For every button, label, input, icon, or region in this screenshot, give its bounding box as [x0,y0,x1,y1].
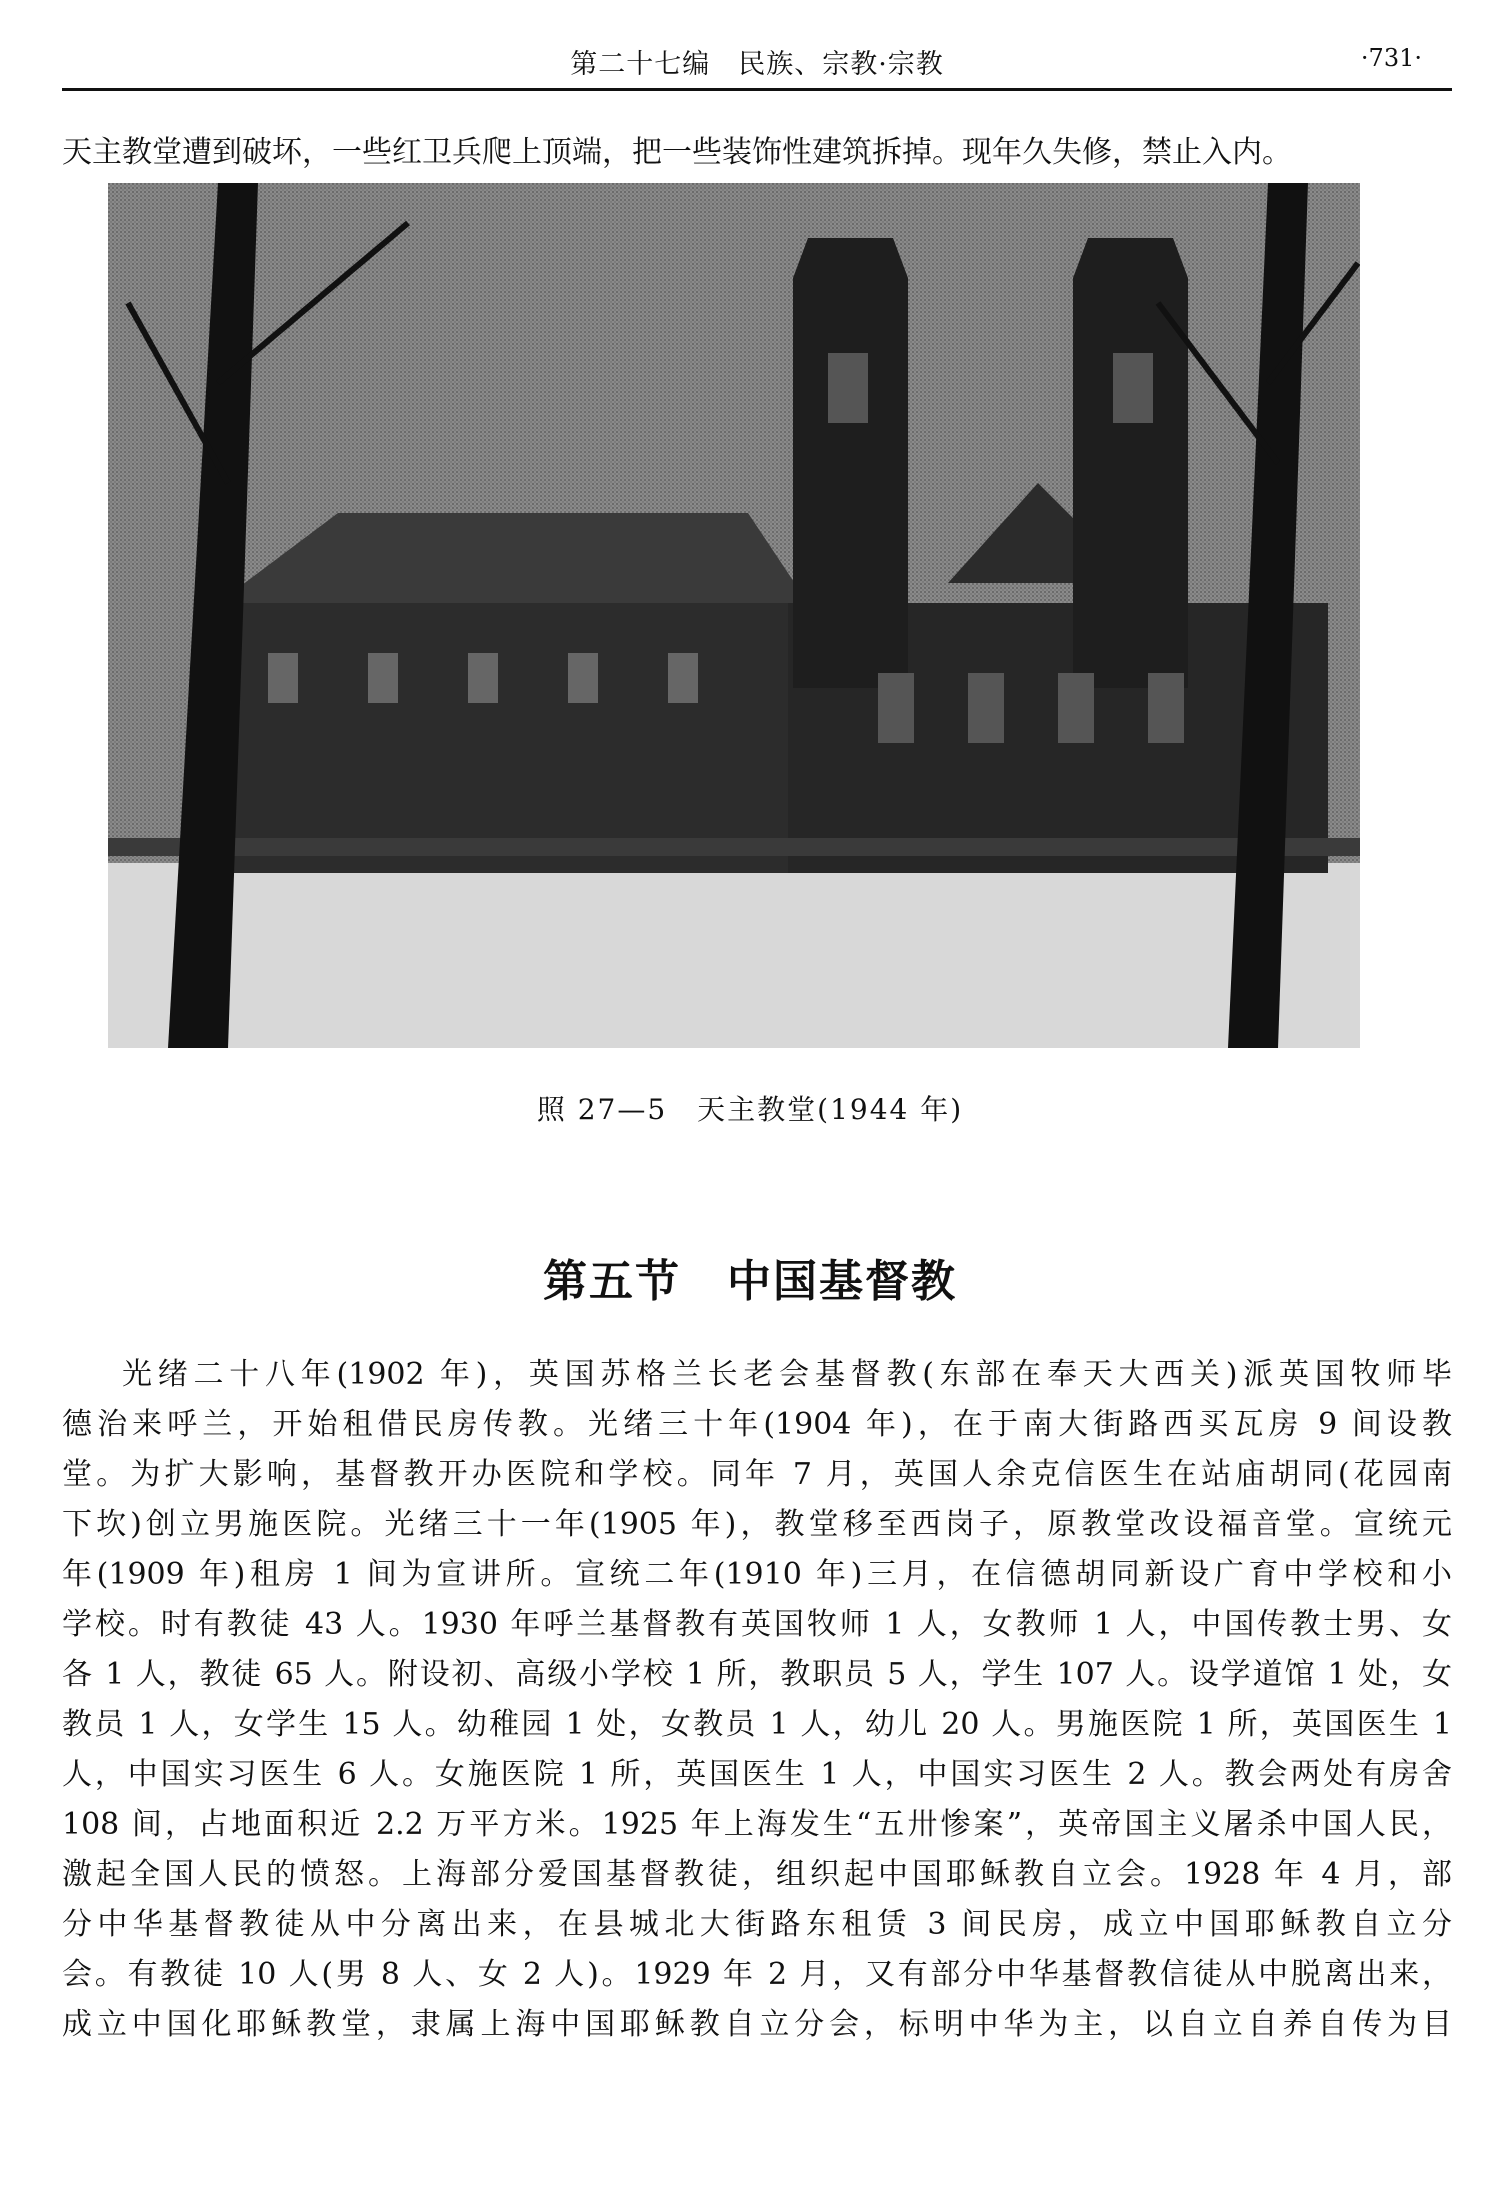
body-line: 分中华基督教徒从中分离出来，在县城北大街路东租赁 3 间民房，成立中国耶稣教自立分 [62,1907,1452,1942]
intro-line: 天主教堂遭到破坏，一些红卫兵爬上顶端，把一些装饰性建筑拆掉。现年久失修，禁止入内。 [62,135,1292,170]
header-rule [62,88,1452,91]
body-line: 下坎)创立男施医院。光绪三十一年(1905 年)，教堂移至西岗子，原教堂改设福音堂。宣统元 [62,1507,1452,1542]
body-line: 德治来呼兰，开始租借民房传教。光绪三十年(1904 年)，在于南大街路西买瓦房 9 间设教 [62,1407,1452,1442]
page-header [62,38,1452,88]
body-line: 人，中国实习医生 6 人。女施医院 1 所，英国医生 1 人，中国实习医生 2 人。教会两处有房舍 [62,1757,1452,1792]
photo-caption: 照 27—5 天主教堂(1944 年) [536,1093,964,1126]
running-title: 第二十七编 民族、宗教·宗教 [570,49,944,80]
church-photo-illustration [108,183,1360,1048]
church-photo [108,183,1360,1048]
body-line: 会。有教徒 10 人(男 8 人、女 2 人)。1929 年 2 月，又有部分中华基督教信徒从中脱离出来， [62,1957,1452,1992]
body-line: 光绪二十八年(1902 年)，英国苏格兰长老会基督教(东部在奉天大西关)派英国牧师毕 [122,1357,1452,1392]
body-line: 教员 1 人，女学生 15 人。幼稚园 1 处，女教员 1 人，幼儿 20 人。男施医院 1 所，英国医生 1 [62,1707,1452,1742]
body-line: 堂。为扩大影响，基督教开办医院和学校。同年 7 月，英国人余克信医生在站庙胡同(花园南 [62,1457,1452,1492]
body-line: 学校。时有教徒 43 人。1930 年呼兰基督教有英国牧师 1 人，女教师 1 人，中国传教士男、女 [62,1607,1452,1642]
body-paragraph [62,1350,1452,2050]
body-line: 激起全国人民的愤怒。上海部分爱国基督教徒，组织起中国耶稣教自立会。1928 年 4 月，部 [62,1857,1452,1892]
body-line: 各 1 人，教徒 65 人。附设初、高级小学校 1 所，教职员 5 人，学生 107 人。设学道馆 1 处，女 [62,1657,1452,1692]
page-number: ·731· [1360,44,1422,72]
body-line: 成立中国化耶稣教堂，隶属上海中国耶稣教自立分会，标明中华为主，以自立自养自传为目 [62,2007,1452,2042]
section-title: 第五节 中国基督教 [543,1256,957,1307]
body-line: 108 间，占地面积近 2.2 万平方米。1925 年上海发生“五卅惨案”，英帝国主义屠杀中国人民， [62,1807,1452,1842]
body-line: 年(1909 年)租房 1 间为宣讲所。宣统二年(1910 年)三月，在信德胡同新设广育中学校和小 [62,1557,1452,1592]
